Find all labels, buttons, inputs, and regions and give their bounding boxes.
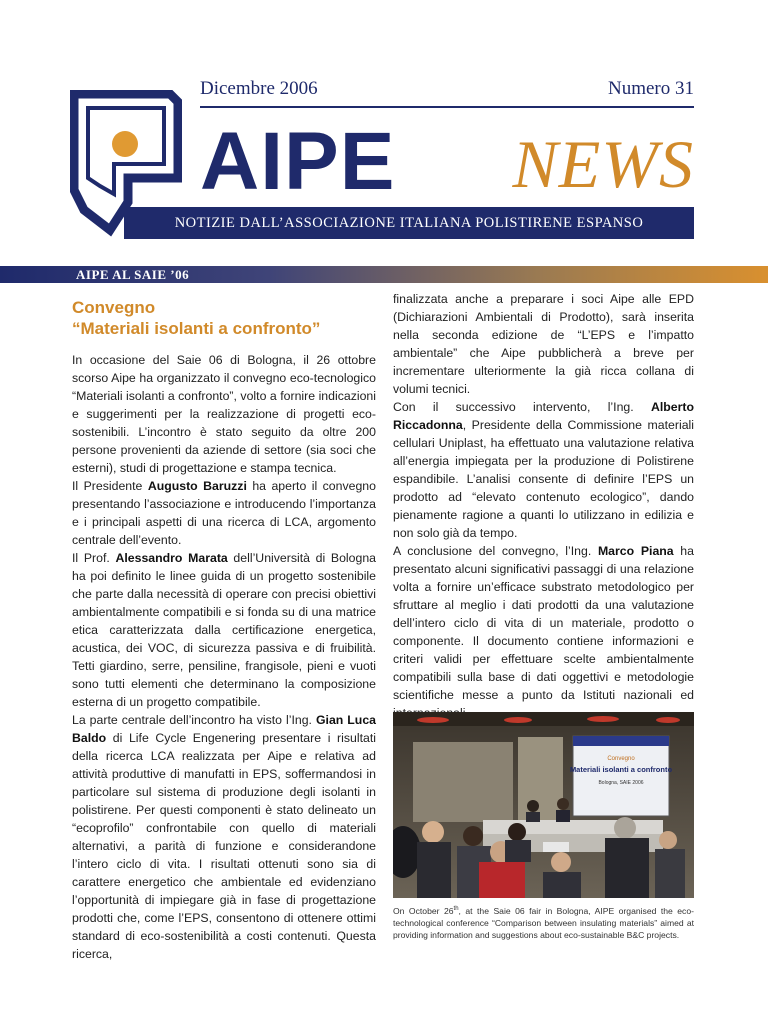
paragraph: finalizzata anche a preparare i soci Aipe alle EPD (Dichiarazioni Ambientali di Prodotto), sarà inserita nella seconda edizione de “L’EPS e l’impatto ambientale” che Aipe pubblicherà a breve per incrementare ulteriormente la già ricca collana di volumi tecnici. — [393, 292, 694, 396]
masthead-news: NEWS — [512, 126, 694, 202]
conference-photo — [393, 712, 694, 898]
paragraph: La parte centrale dell’incontro ha visto l’Ing. Gian Luca Baldo di Life Cycle Engenering presentare i risultati della ricerca LCA realizzata per Aipe e relativa ad attività produttive di manufatti in EPS, soffermandosi in particolare sul sistema di produzione degli isolanti in polistirene. Per questi componenti è stato delineato un “ecoprofilo” confrontabile con quello di materiali alternativi, a parità di funzione e considerandone l’intero ciclo di vita. I risultati ottenuti sono sia di carattere energetico che ambientale ed evidenziano l’opportunità di impiegare già in fase di progettazione prodotti che, come l’EPS, consentono di ottenere ottimi standard di eco-sostenibilità a costi contenuti. Questa ricerca, — [72, 713, 376, 961]
masthead-rule — [200, 106, 694, 108]
masthead-title: AIPE — [200, 116, 396, 207]
article-left-column — [72, 351, 376, 963]
photo-caption: On October 26th, at the Saie 06 fair in Bologna, AIPE organised the eco-technological conference “Comparison between insulating materials” aimed at providing information and suggestions about eco-sustainable B&C projects. — [393, 905, 694, 940]
section-band — [0, 266, 768, 283]
article-right-column — [393, 290, 694, 722]
screen-text: Materiali isolanti a confronto — [569, 765, 673, 774]
paragraph: Il Presidente Augusto Baruzzi ha aperto il convegno presentando l’associazione e introducendo l’importanza e i principali aspetti di una ricerca di LCA, argomento centrale dell’evento. — [72, 479, 376, 547]
paragraph: A conclusione del convegno, l’Ing. Marco Piana ha presentato alcuni significativi passaggi di una relazione volta a fornire un’efficace substrato metodologico per sfruttare al meglio i dati prodotti da una valutazione dell’intero ciclo di vita di un materiale, prodotto o componente. Il documento contiene informazioni e criteri validi per effettuare scelte ambientalmente compatibili sulla base di dati oggettivi e metodologie scientifiche messe a punto da Istituti nazionali ed — [393, 544, 694, 702]
person-name: Gian Luca Baldo — [72, 713, 376, 745]
person-name: Alessandro Marata — [115, 551, 228, 565]
screen-text: Bologna, SAIE 2006 — [598, 780, 644, 786]
article-headline — [72, 297, 382, 339]
person-name: Augusto Baruzzi — [147, 479, 247, 493]
masthead-tagline: NOTIZIE DALL’ASSOCIAZIONE ITALIANA POLISTIRENE ESPANSO — [124, 207, 694, 239]
person-name: Alberto Riccadonna — [393, 400, 694, 432]
paragraph: In occasione del Saie 06 di Bologna, il 26 ottobre scorso Aipe ha organizzato il convegno eco-tecnologico “Materiali isolanti a confronto”, volto a fornire indicazioni e suggerimenti per la realizzazione di progetti eco-sostenibili. L’incontro è stato seguito da oltre 200 persone provenienti da aziende di settore (sia soci che esterni), studi di progettazione e stampa tecnica. — [72, 353, 376, 475]
headline-line-2: “Materiali isolanti a confronto” — [72, 319, 321, 338]
section-label: AIPE AL SAIE ’06 — [76, 267, 190, 282]
paragraph: Il Prof. Alessandro Marata dell’Università di Bologna ha poi definito le linee guida di un progetto sostenibile che parte dalla necessità di operare con precisi obiettivi ambientalmente compatibili e si fonda su di una matrice etica caratterizzata dalla certificazione energetica, acustica, dei VOC, di sicurezza passiva e di fruibilità. Tetti giardino, serre, pensiline, frangisole, pieni e vuoti sono tutti elementi che determinano la composizione esterna di un progetto compatibile. — [72, 551, 377, 709]
person-name: Marco Piana — [597, 544, 674, 558]
headline-line-1: Convegno — [72, 298, 156, 317]
screen-text: Convegno — [607, 756, 635, 762]
issue-number: Numero 31 — [607, 78, 694, 99]
issue-date: Dicembre 2006 — [200, 78, 318, 99]
paragraph: Con il successivo intervento, l’Ing. Alberto Riccadonna, Presidente della Commissione materiali cellulari Uniplast, ha effettuato una valutazione relativa all’energia impiegata per la produzione di Polistirene espandibile. L’analisi consente di definire l’EPS un prodotto ad “elevato contenuto ecologico”, dando pienamente ragione a quanti lo utilizzano in edilizia e non solo già da tempo. — [393, 400, 694, 540]
